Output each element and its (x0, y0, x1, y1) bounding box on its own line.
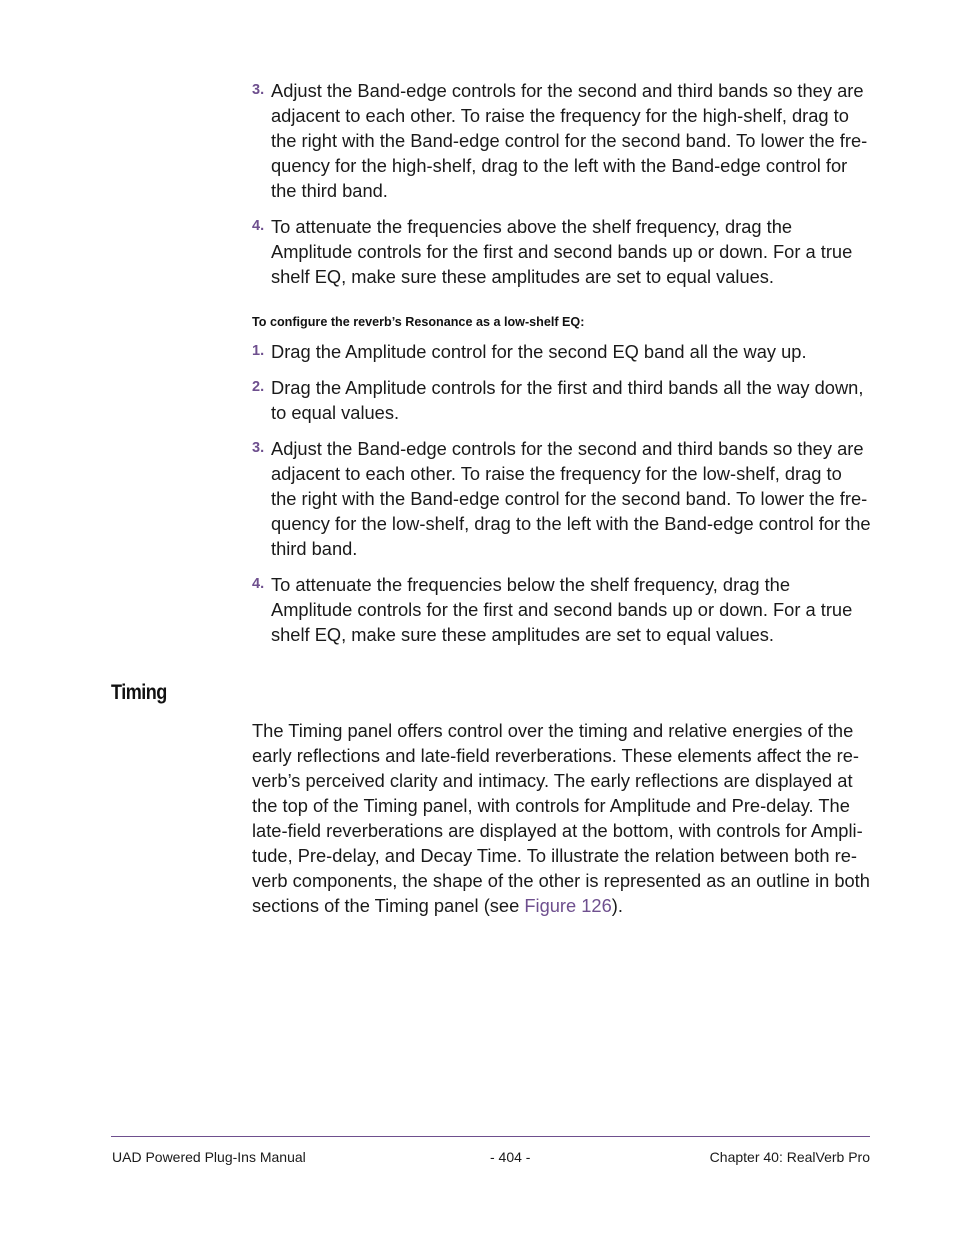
step-text: Drag the Amplitude control for the second EQ band all the way up. (271, 341, 807, 362)
step-number: 3. (252, 82, 265, 98)
step-text: To attenuate the frequencies below the shelf frequency, drag the Amplitude controls for the first and second bands up or down. For a true shelf EQ, make sure these amplitudes are set to equal values. (271, 574, 853, 645)
list-item (252, 572, 872, 647)
figure-126-link[interactable]: Figure 126 (524, 895, 612, 916)
list-item (252, 339, 872, 364)
timing-paragraph-end: ). (611, 895, 623, 916)
highshelf-steps-list (252, 78, 872, 300)
step-number: 1. (252, 343, 265, 359)
list-item (252, 78, 872, 203)
footer-divider (111, 1136, 870, 1137)
step-number: 4. (252, 218, 265, 234)
list-item (252, 436, 872, 561)
footer-chapter-title: Chapter 40: RealVerb Pro (709, 1149, 870, 1165)
timing-section-heading: Timing (111, 681, 167, 704)
step-text: Adjust the Band-edge controls for the second and third bands so they are adjacent to each other. To raise the frequency for the low-shelf, drag to the right with the Band-edge control for the second band. To lower the fre-quency for the low-shelf, drag to the left with the Band-edge control for the third band. (271, 438, 871, 559)
timing-paragraph-text: The Timing panel offers control over the timing and relative energies of the early reflections and late-field reverberations. These elements affect the re-verb’s perceived clarity and intimacy. The early reflections are displayed at the top of the Timing panel, with controls for Amplitude and Pre-delay. The late-field reverberations are displayed at the bottom, with controls for Ampli-tude, Pre-delay, and Decay Time. To illustrate the relation between both re-verb components, the shape of the other is represented as an outline in both sections of the Timing panel (see (252, 720, 870, 916)
procedure-heading: To configure the reverb’s Resonance as a low-shelf EQ: (252, 315, 585, 329)
step-number: 4. (252, 576, 265, 592)
lowshelf-steps-list (252, 339, 872, 658)
step-text: To attenuate the frequencies above the shelf frequency, drag the Amplitude controls for the first and second bands up or down. For a true shelf EQ, make sure these amplitudes are set to equal values. (271, 216, 853, 287)
step-text: Drag the Amplitude controls for the first and third bands all the way down, to equal values. (271, 377, 864, 423)
footer-page-number: - 404 - (490, 1149, 531, 1165)
list-item (252, 214, 872, 289)
step-text: Adjust the Band-edge controls for the second and third bands so they are adjacent to each other. To raise the frequency for the high-shelf, drag to the right with the Band-edge control for the second band. To lower the fre-quency for the high-shelf, drag to the left with the Band-edge control for the third band. (271, 80, 868, 201)
step-number: 3. (252, 440, 265, 456)
footer-manual-title: UAD Powered Plug-Ins Manual (112, 1149, 306, 1165)
timing-paragraph (252, 718, 872, 918)
list-item (252, 375, 872, 425)
step-number: 2. (252, 379, 265, 395)
